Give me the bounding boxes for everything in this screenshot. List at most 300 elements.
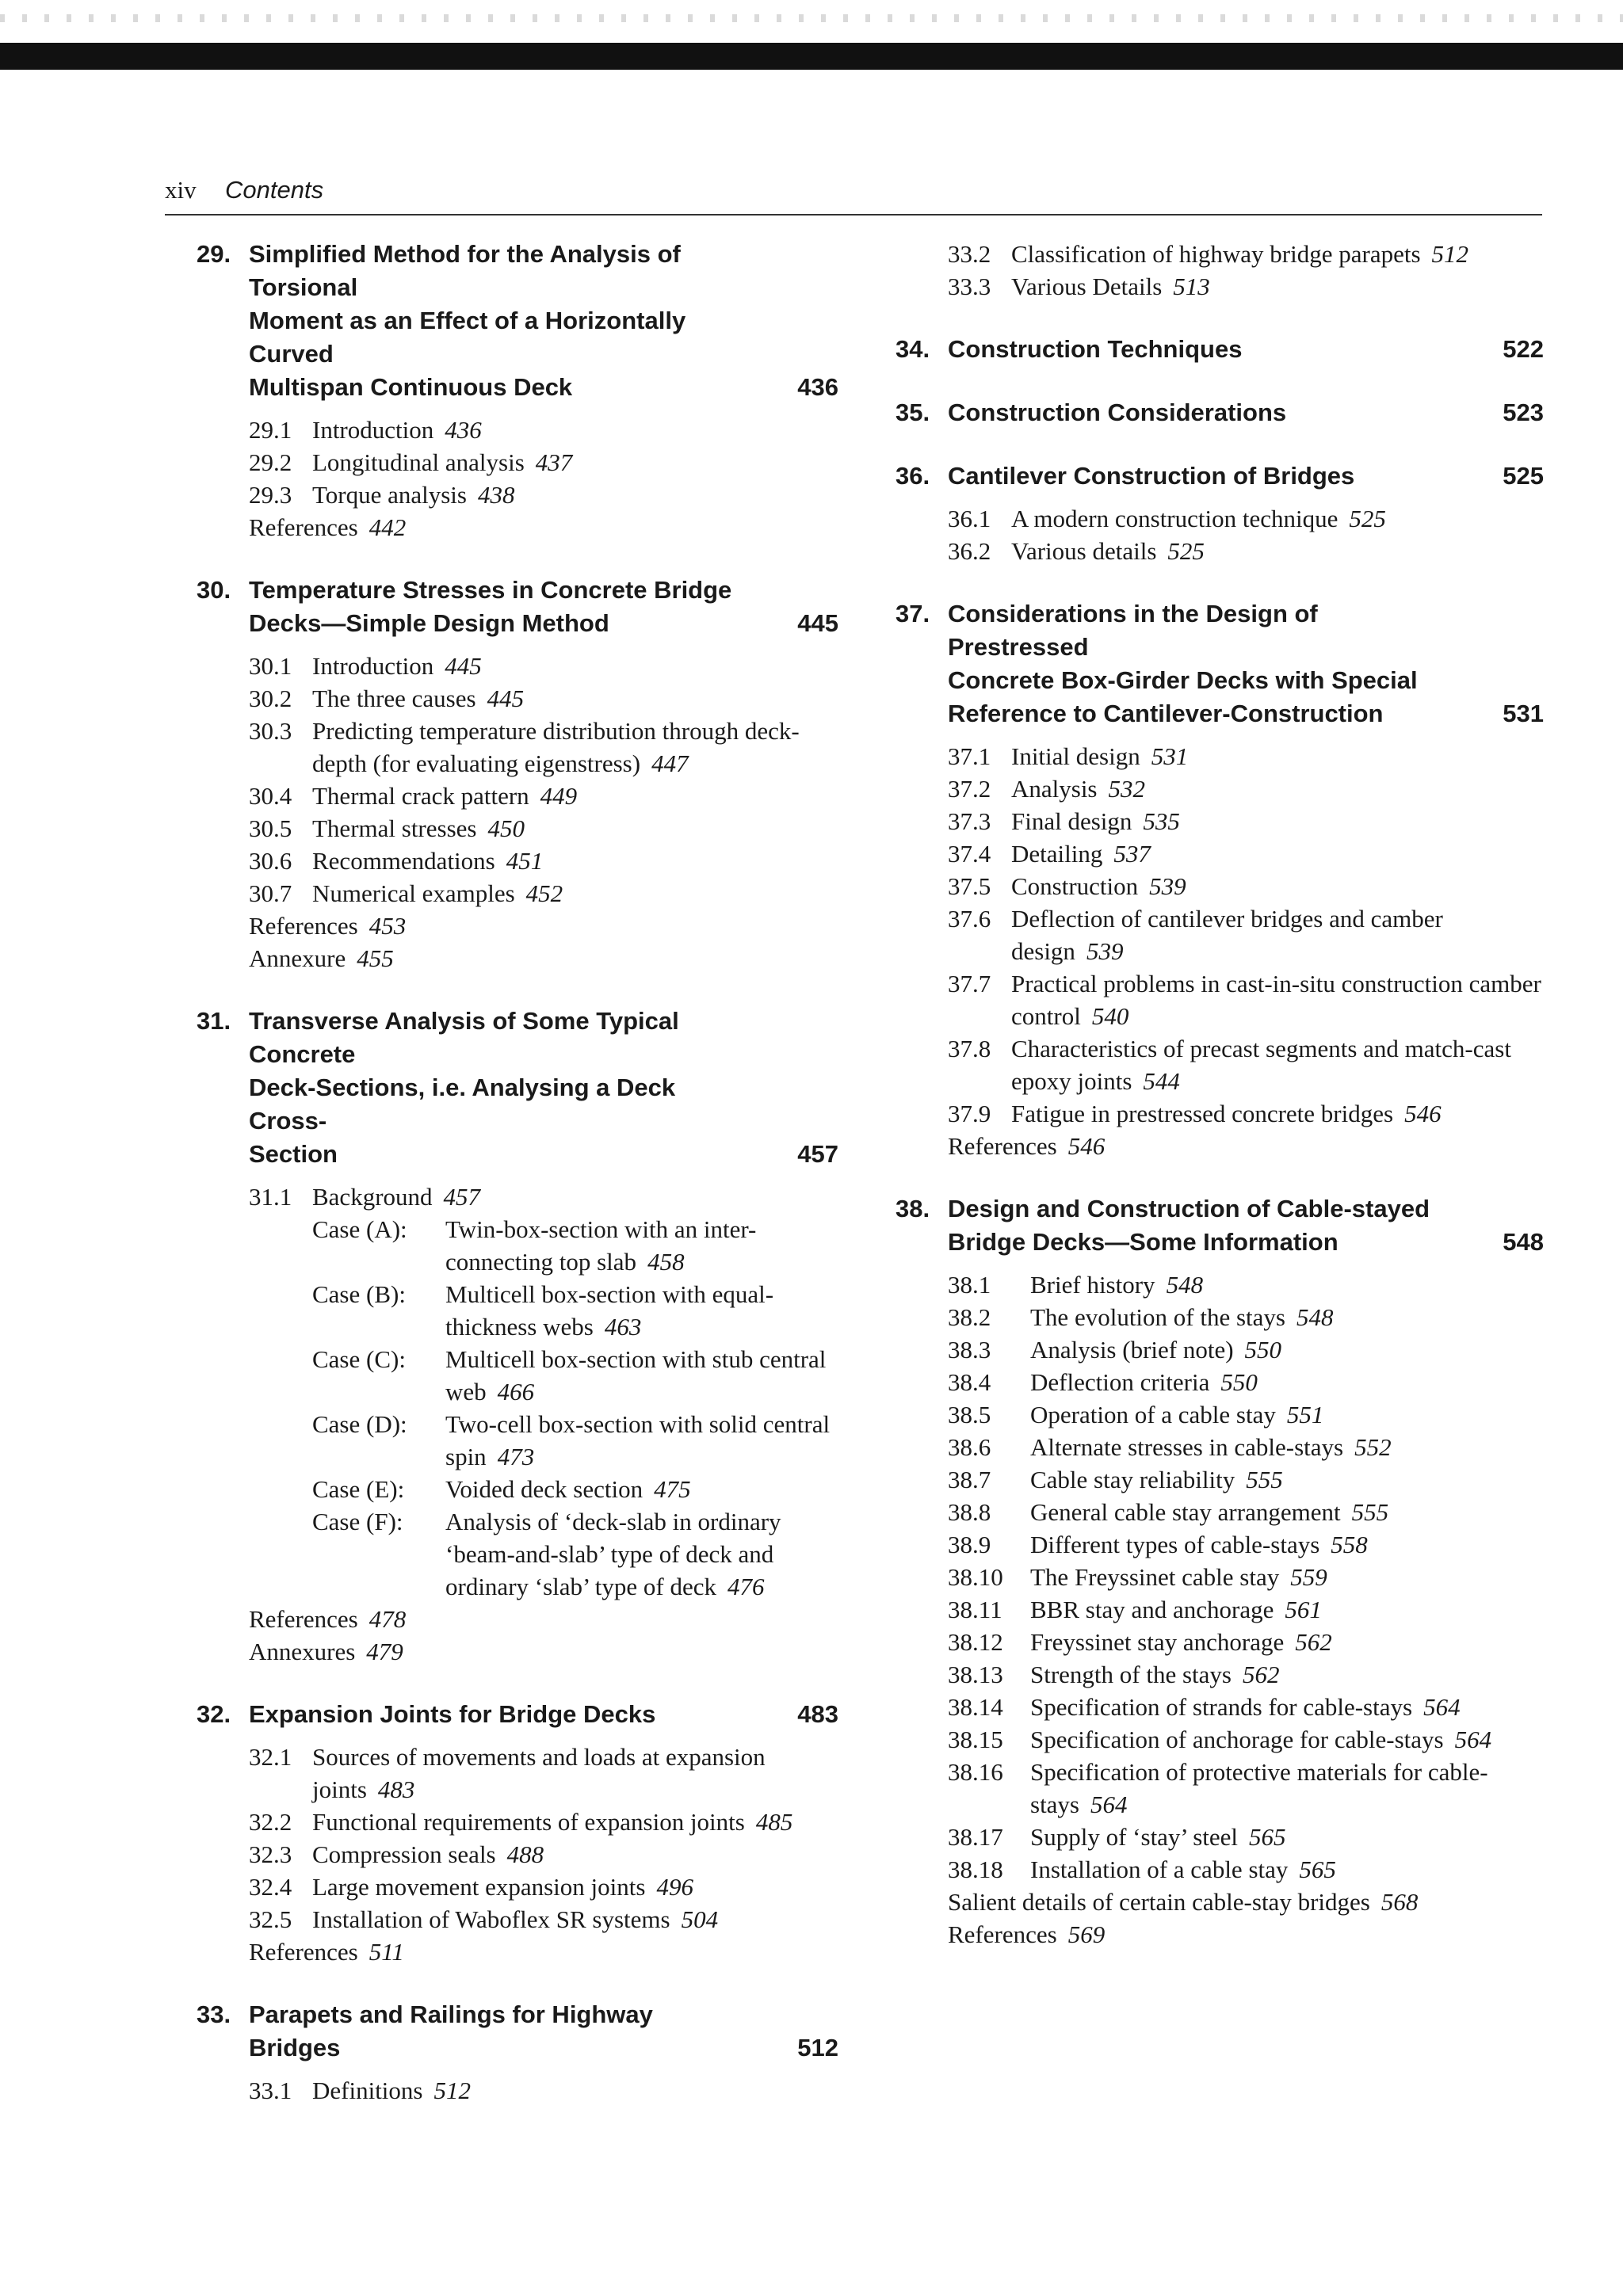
chapter-page: 548 (1503, 1228, 1544, 1256)
case-page: 475 (654, 1475, 691, 1503)
chapter-title-line: Construction Techniques (948, 335, 1243, 363)
case-entry (312, 1343, 838, 1408)
section-title (1011, 1032, 1544, 1097)
section-title (1030, 1593, 1544, 1626)
section-title-text: BBR stay and anchorage (1030, 1596, 1274, 1623)
section-page: 451 (506, 847, 544, 875)
chapter-page: 531 (1503, 700, 1544, 727)
chapter-title-line: Transverse Analysis of Some Typical Concrete (249, 1007, 679, 1068)
toc-section-entry (948, 772, 1544, 805)
chapter-title (249, 1698, 838, 1731)
toc-section-entry (948, 1821, 1544, 1853)
section-title (312, 1838, 838, 1871)
section-number: 29.2 (249, 448, 292, 476)
section-title-text: Different types of cable-stays (1030, 1531, 1320, 1558)
reference-text: References (948, 1920, 1057, 1948)
section-title (1030, 1398, 1544, 1431)
section-title-text: Brief history (1030, 1271, 1155, 1299)
reference-page: 442 (369, 513, 407, 541)
section-page: 535 (1143, 807, 1180, 835)
section-page: 437 (535, 448, 573, 476)
toc-section-entry (249, 2074, 838, 2107)
section-title (1011, 502, 1544, 535)
section-title-text: The Freyssinet cable stay (1030, 1563, 1280, 1591)
section-page: 550 (1220, 1368, 1258, 1396)
section-page: 436 (445, 416, 482, 444)
reference-entry (249, 942, 838, 974)
section-title-text: Cable stay reliability (1030, 1466, 1235, 1493)
section-number: 38.6 (948, 1433, 991, 1461)
reference-page: 511 (369, 1938, 404, 1966)
section-title-text: Analysis (brief note) (1030, 1336, 1234, 1363)
toc-section-entry (948, 1853, 1544, 1886)
section-title-text: Thermal crack pattern (312, 782, 529, 810)
section-title-text: Background (312, 1183, 433, 1211)
section-page: 539 (1086, 937, 1124, 965)
section-page: 546 (1404, 1100, 1442, 1127)
section-title-text: Functional requirements of expansion joints (312, 1808, 745, 1836)
section-number: 32.5 (249, 1905, 292, 1933)
toc-section-entry (249, 682, 838, 715)
chapter-heading (896, 597, 1544, 730)
section-page: 457 (443, 1183, 481, 1211)
section-page: 562 (1295, 1628, 1332, 1656)
chapter-title-line: Bridge Decks—Some Information (948, 1228, 1338, 1256)
section-title (1030, 1561, 1544, 1593)
toc-section-entry (948, 902, 1544, 967)
chapter-number: 38. (896, 1195, 930, 1222)
case-label: Case (F): (312, 1508, 403, 1535)
chapter-heading (197, 238, 838, 404)
section-title-text: The evolution of the stays (1030, 1303, 1285, 1331)
section-title (312, 845, 838, 877)
section-page: 445 (445, 652, 482, 680)
section-number: 38.3 (948, 1336, 991, 1363)
chapter-title (249, 1998, 838, 2065)
toc-section-entry (948, 1301, 1544, 1333)
section-title-text: Classification of highway bridge parapets (1011, 240, 1421, 268)
chapter-heading (197, 1998, 838, 2065)
chapter-page: 523 (1503, 399, 1544, 426)
section-title-text: Deflection criteria (1030, 1368, 1210, 1396)
case-entry (312, 1473, 838, 1505)
case-title (445, 1213, 838, 1278)
chapter-title-line: Concrete Box-Girder Decks with Special (948, 666, 1418, 694)
toc-section-entry (249, 715, 838, 780)
section-number: 38.5 (948, 1401, 991, 1428)
section-title (1011, 238, 1544, 270)
toc-section-entry (249, 1871, 838, 1903)
page-header (165, 176, 1542, 215)
section-title-text: Deflection of cantilever bridges and camber design (1011, 905, 1443, 965)
reference-entry (249, 511, 838, 543)
section-title-text: Strength of the stays (1030, 1661, 1232, 1688)
section-number: 38.15 (948, 1726, 1003, 1753)
chapter-title-line: Decks—Simple Design Method (249, 609, 609, 637)
toc-section-entry (948, 1691, 1544, 1723)
reference-entry (249, 1603, 838, 1635)
section-page: 483 (377, 1775, 415, 1803)
section-title-text: Longitudinal analysis (312, 448, 525, 476)
reference-entry (249, 910, 838, 942)
section-title (1011, 805, 1544, 837)
toc-section-entry (948, 535, 1544, 567)
section-number: 38.11 (948, 1596, 1002, 1623)
section-title (312, 414, 838, 446)
toc-section-entry (948, 1561, 1544, 1593)
section-title-text: Analysis (1011, 775, 1098, 803)
chapter-number: 35. (896, 399, 930, 426)
chapter-heading (896, 396, 1544, 429)
section-title-text: Construction (1011, 872, 1139, 900)
chapter-title-line: Temperature Stresses in Concrete Bridge (249, 576, 732, 604)
running-head: Contents (225, 176, 324, 204)
chapter-title (948, 333, 1544, 366)
section-page: 539 (1149, 872, 1186, 900)
section-title-text: The three causes (312, 685, 476, 712)
chapter-title (249, 1005, 838, 1171)
chapter-page: 457 (797, 1140, 838, 1168)
section-page: 564 (1090, 1791, 1128, 1818)
reference-entry (948, 1918, 1544, 1951)
toc-section-entry (249, 877, 838, 910)
section-page: 449 (540, 782, 578, 810)
toc-section-entry (948, 1032, 1544, 1097)
toc-section-entry (948, 967, 1544, 1032)
chapter-title-line: Reference to Cantilever-Construction (948, 700, 1384, 727)
section-page: 531 (1151, 742, 1189, 770)
section-number: 31.1 (249, 1183, 292, 1211)
section-title-text: Alternate stresses in cable-stays (1030, 1433, 1344, 1461)
section-page: 525 (1349, 505, 1386, 532)
section-page: 496 (656, 1873, 693, 1901)
case-title-text: Analysis of ‘deck-slab in ordinary ‘beam-and-slab’ type of deck and ordinary ‘slab’ type of deck (445, 1508, 781, 1600)
section-number: 38.1 (948, 1271, 991, 1299)
section-page: 548 (1166, 1271, 1204, 1299)
section-title-text: General cable stay arrangement (1030, 1498, 1341, 1526)
case-title-text: Multicell box-section with stub central web (445, 1345, 827, 1405)
section-title-text: Specification of strands for cable-stays (1030, 1693, 1413, 1721)
section-page: 445 (487, 685, 525, 712)
section-title (312, 1180, 838, 1213)
section-number: 30.4 (249, 782, 292, 810)
case-page: 476 (727, 1573, 765, 1600)
section-title (1030, 1821, 1544, 1853)
reference-page: 478 (369, 1605, 407, 1633)
section-page: 565 (1299, 1855, 1336, 1883)
toc-section-entry (948, 1097, 1544, 1130)
section-number: 37.4 (948, 840, 991, 868)
section-title (1030, 1853, 1544, 1886)
section-page: 488 (506, 1840, 544, 1868)
chapter-title-line: Considerations in the Design of Prestressed (948, 600, 1318, 661)
section-number: 38.7 (948, 1466, 991, 1493)
section-title-text: Supply of ‘stay’ steel (1030, 1823, 1239, 1851)
section-number: 38.10 (948, 1563, 1003, 1591)
section-title-text: Various Details (1011, 273, 1163, 300)
section-title-text: Various details (1011, 537, 1157, 565)
section-page: 562 (1243, 1661, 1280, 1688)
reference-entry (249, 1635, 838, 1668)
section-page: 512 (1431, 240, 1469, 268)
toc-section-entry (249, 845, 838, 877)
toc-section-entry (249, 446, 838, 479)
section-title (312, 1741, 838, 1806)
section-title-text: Freyssinet stay anchorage (1030, 1628, 1285, 1656)
section-title (312, 877, 838, 910)
section-page: 544 (1143, 1067, 1180, 1095)
section-number: 32.1 (249, 1743, 292, 1771)
case-label: Case (A): (312, 1215, 407, 1243)
section-title-text: Fatigue in prestressed concrete bridges (1011, 1100, 1394, 1127)
chapter-entries (948, 1268, 1544, 1951)
section-number: 38.2 (948, 1303, 991, 1331)
section-title-text: Operation of a cable stay (1030, 1401, 1276, 1428)
chapter-heading (197, 1005, 838, 1171)
chapter-title-line: Simplified Method for the Analysis of Torsional (249, 240, 681, 301)
section-number: 32.4 (249, 1873, 292, 1901)
section-number: 33.2 (948, 240, 991, 268)
section-title (1011, 535, 1544, 567)
toc-section-entry (948, 1333, 1544, 1366)
section-title-text: Practical problems in cast-in-situ construction camber control (1011, 970, 1541, 1030)
reference-text: Annexures (249, 1638, 356, 1665)
section-title (312, 479, 838, 511)
reference-page: 546 (1067, 1132, 1106, 1160)
toc-section-entry (948, 1463, 1544, 1496)
section-number: 37.6 (948, 905, 991, 933)
section-title-text: Detailing (1011, 840, 1103, 868)
section-title (312, 780, 838, 812)
section-title (1011, 967, 1544, 1032)
section-page: 438 (477, 481, 515, 509)
section-title (1030, 1691, 1544, 1723)
case-page: 458 (647, 1248, 685, 1276)
reference-text: References (249, 1605, 358, 1633)
section-page: 564 (1423, 1693, 1461, 1721)
section-number: 37.2 (948, 775, 991, 803)
reference-page: 569 (1067, 1920, 1106, 1948)
section-page: 537 (1113, 840, 1151, 868)
chapter-number: 34. (896, 335, 930, 363)
section-page: 559 (1290, 1563, 1327, 1591)
section-page: 525 (1167, 537, 1205, 565)
section-title-text: Torque analysis (312, 481, 467, 509)
section-title (1030, 1626, 1544, 1658)
section-title-text: Introduction (312, 416, 434, 444)
toc-section-entry (249, 650, 838, 682)
section-number: 33.3 (948, 273, 991, 300)
section-title (1011, 870, 1544, 902)
section-title (312, 650, 838, 682)
case-list (312, 1213, 838, 1603)
section-number: 37.3 (948, 807, 991, 835)
toc-section-entry (948, 1528, 1544, 1561)
chapter-title (948, 597, 1544, 730)
section-title-text: Predicting temperature distribution through deck-depth (for evaluating eigenstress) (312, 717, 800, 777)
section-page: 558 (1331, 1531, 1368, 1558)
section-page: 551 (1286, 1401, 1324, 1428)
contents-right-column (896, 238, 1544, 1951)
section-title (1030, 1301, 1544, 1333)
chapter-page: 512 (797, 2034, 838, 2061)
chapter-title-line: Section (249, 1140, 338, 1168)
scan-border-bar (0, 43, 1623, 70)
chapter-heading (896, 333, 1544, 366)
scan-noise (0, 14, 1623, 22)
section-page: 512 (433, 2077, 471, 2104)
section-number: 30.3 (249, 717, 292, 745)
case-title (445, 1473, 838, 1505)
contents-left-column (197, 238, 838, 2107)
section-title-text: Specification of protective materials for cable-stays (1030, 1758, 1488, 1818)
toc-section-entry (948, 1723, 1544, 1756)
case-title (445, 1505, 838, 1603)
case-title-text: Voided deck section (445, 1475, 643, 1503)
section-number: 38.12 (948, 1628, 1003, 1656)
section-page: 485 (755, 1808, 793, 1836)
section-number: 29.1 (249, 416, 292, 444)
chapter-heading (896, 460, 1544, 493)
page-number: xiv (165, 176, 197, 204)
toc-section-entry (948, 740, 1544, 772)
chapter-page: 436 (797, 373, 838, 401)
reference-text: References (249, 513, 358, 541)
section-title (1030, 1723, 1544, 1756)
chapter-title-line: Parapets and Railings for Highway Bridges (249, 2000, 653, 2061)
section-title-text: Sources of movements and loads at expansion joints (312, 1743, 766, 1803)
chapter-page: 525 (1503, 462, 1544, 490)
case-title-text: Multicell box-section with equal-thickness webs (445, 1280, 774, 1341)
section-page: 561 (1285, 1596, 1322, 1623)
chapter-number: 37. (896, 600, 930, 627)
section-title (1030, 1658, 1544, 1691)
section-number: 38.16 (948, 1758, 1003, 1786)
section-number: 37.1 (948, 742, 991, 770)
section-page: 513 (1173, 273, 1210, 300)
chapter-title (249, 574, 838, 640)
section-number: 38.9 (948, 1531, 991, 1558)
chapter-number: 36. (896, 462, 930, 490)
section-number: 38.8 (948, 1498, 991, 1526)
reference-entry (948, 1886, 1544, 1918)
section-number: 32.2 (249, 1808, 292, 1836)
case-title-text: Twin-box-section with an inter-connecting top slab (445, 1215, 757, 1276)
chapter-title-line: Deck-Sections, i.e. Analysing a Deck Cross- (249, 1074, 676, 1135)
section-title (1030, 1268, 1544, 1301)
case-title (445, 1278, 838, 1343)
section-title (1030, 1431, 1544, 1463)
case-title-text: Two-cell box-section with solid central spin (445, 1410, 831, 1470)
chapter-number: 31. (197, 1007, 231, 1035)
section-number: 38.14 (948, 1693, 1003, 1721)
reference-text: Annexure (249, 944, 346, 972)
section-number: 30.1 (249, 652, 292, 680)
section-title-text: Recommendations (312, 847, 495, 875)
section-title-text: Thermal stresses (312, 814, 477, 842)
section-title (312, 812, 838, 845)
chapter-title (249, 238, 838, 404)
section-title (1011, 270, 1544, 303)
toc-section-entry (948, 1593, 1544, 1626)
section-page: 555 (1351, 1498, 1389, 1526)
chapter-title-line: Cantilever Construction of Bridges (948, 462, 1355, 490)
chapter-entries (249, 1180, 838, 1668)
section-title-text: Compression seals (312, 1840, 496, 1868)
section-title-text: Numerical examples (312, 879, 515, 907)
toc-section-entry (948, 805, 1544, 837)
section-title (1011, 772, 1544, 805)
section-page: 550 (1244, 1336, 1282, 1363)
chapter-entries (249, 650, 838, 974)
section-page: 548 (1296, 1303, 1334, 1331)
chapter-title (948, 396, 1544, 429)
section-title-text: Installation of a cable stay (1030, 1855, 1289, 1883)
toc-section-entry (948, 1496, 1544, 1528)
toc-section-entry (948, 270, 1544, 303)
section-page: 540 (1091, 1002, 1129, 1030)
section-title (1030, 1756, 1544, 1821)
chapter-number: 32. (197, 1700, 231, 1728)
chapter-number: 30. (197, 576, 231, 604)
reference-entry (249, 1936, 838, 1968)
section-title (1030, 1496, 1544, 1528)
toc-section-entry (249, 1838, 838, 1871)
section-title-text: Initial design (1011, 742, 1140, 770)
case-label: Case (E): (312, 1475, 405, 1503)
toc-section-entry (249, 780, 838, 812)
toc-section-entry (249, 479, 838, 511)
toc-section-entry (948, 1431, 1544, 1463)
section-page: 452 (525, 879, 563, 907)
section-title-text: A modern construction technique (1011, 505, 1338, 532)
reference-text: References (948, 1132, 1057, 1160)
section-page: 555 (1246, 1466, 1283, 1493)
chapter-entries (249, 1741, 838, 1968)
toc-section-entry (948, 502, 1544, 535)
reference-page: 479 (366, 1638, 403, 1665)
section-page: 447 (651, 749, 689, 777)
chapter-heading (896, 1192, 1544, 1259)
section-title (312, 715, 838, 780)
section-title-text: Specification of anchorage for cable-stays (1030, 1726, 1444, 1753)
section-number: 30.7 (249, 879, 292, 907)
reference-text: Salient details of certain cable-stay bridges (948, 1888, 1370, 1916)
toc-section-entry (948, 837, 1544, 870)
case-page: 473 (497, 1443, 535, 1470)
section-number: 37.7 (948, 970, 991, 997)
section-title (1030, 1528, 1544, 1561)
toc-section-entry (249, 1180, 838, 1213)
toc-section-entry (948, 1626, 1544, 1658)
case-page: 466 (497, 1378, 535, 1405)
chapter-title-line: Multispan Continuous Deck (249, 373, 573, 401)
section-title (312, 2074, 838, 2107)
section-number: 36.2 (948, 537, 991, 565)
section-number: 30.5 (249, 814, 292, 842)
section-page: 565 (1249, 1823, 1286, 1851)
chapter-title-line: Moment as an Effect of a Horizontally Curved (249, 307, 686, 368)
toc-section-entry (948, 1268, 1544, 1301)
section-title (312, 682, 838, 715)
section-number: 30.2 (249, 685, 292, 712)
toc-section-entry (948, 1366, 1544, 1398)
chapter-title-line: Construction Considerations (948, 399, 1287, 426)
section-title (1030, 1333, 1544, 1366)
section-title (1030, 1366, 1544, 1398)
chapter-page: 522 (1503, 335, 1544, 363)
toc-section-entry (948, 238, 1544, 270)
